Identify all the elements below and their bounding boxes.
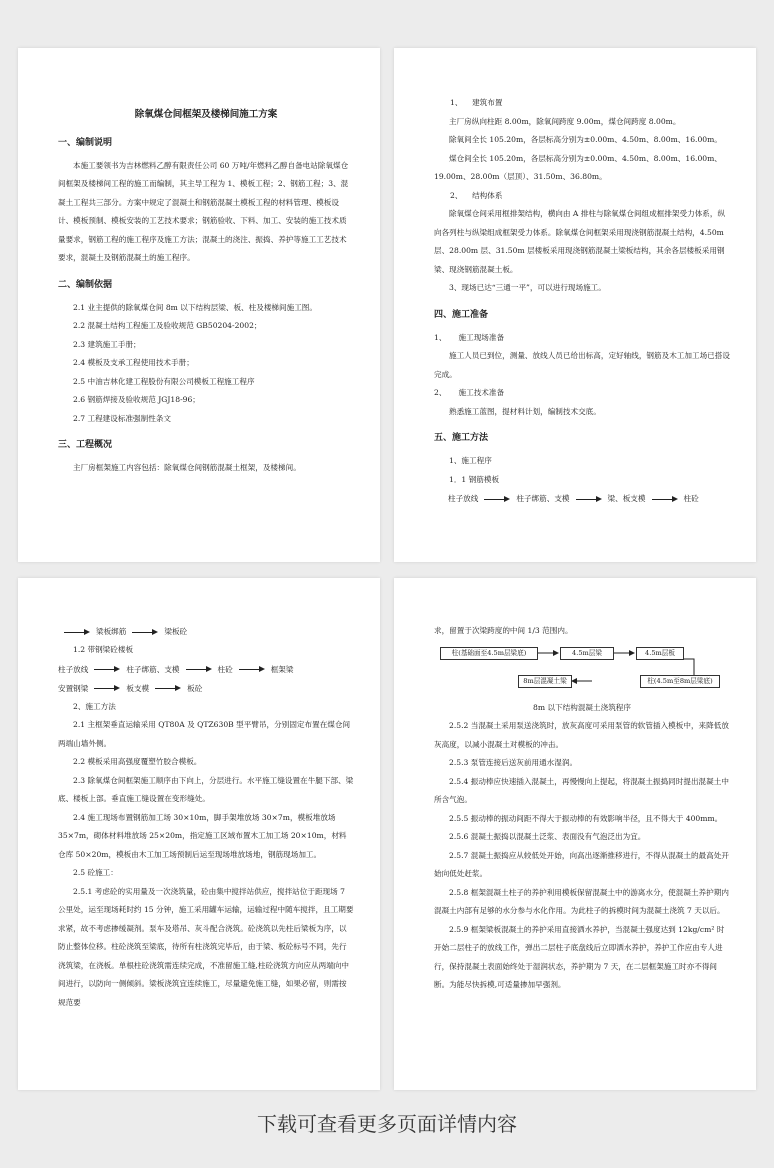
subheading-technical-preparation: 2、 施工技术准备 bbox=[434, 388, 505, 397]
subheading-procedure: 1、施工程序 bbox=[449, 456, 492, 465]
basis-item: 2.2 混凝土结构工程施工及验收规范 GB50204-2002； bbox=[73, 321, 262, 330]
technical-preparation-body: 熟悉施工蓝图，提材料计划，编制技术交底。 bbox=[449, 406, 601, 416]
flow-step: 柱砼 bbox=[683, 494, 699, 503]
method-item: 2.5.9 框架梁板混凝土的养护采用直接洒水养护，当混凝土强度达到 12kg/cm² 时开始二层柱子的放线工作，弹出二层柱子底盘线后立即洒水养护，养护工作应由专人进行，保持混凝土表面始终处于湿润状态，养护期为 7 天，在二层框架施工时亦不得间断。为能尽快拆模,可适量掺加早强剂。 bbox=[434, 924, 725, 989]
section-heading-preparation: 四、施工准备 bbox=[434, 309, 489, 320]
method-item: 2.5.6 混凝土振捣以混凝土泛浆、表面没有气泡泛出为宜。 bbox=[449, 832, 646, 841]
method-item: 2.4 施工现场布置钢筋加工场 30×10m，脚手架堆放场 30×7m，模板堆放场 35×7m，砌体材料堆放场 25×20m，指定施工区域布置木工加工场 20×10m，材料仓库 50×20m，模板由木工加工场预制后运至现场堆放场地，钢筋现场加工。 bbox=[58, 812, 347, 859]
building-layout-line: 煤仓间全长 105.20m，各层标高分别为±0.00m、4.50m、8.00m、16.00m、19.00m、28.00m（层顶）、31.50m、36.80m。 bbox=[434, 153, 722, 181]
section-heading-overview: 三、工程概况 bbox=[58, 440, 113, 450]
arrow-right-icon bbox=[239, 666, 265, 673]
process-flow-steel-beam-1 bbox=[58, 660, 354, 679]
download-more-footer[interactable]: 下载可查看更多页面详情内容 bbox=[257, 1112, 517, 1136]
document-page-2 bbox=[394, 48, 756, 562]
method-item: 2.2 模板采用高强度覆塑竹胶合模板。 bbox=[73, 757, 202, 766]
flow-step: 梁板绑筋 bbox=[96, 627, 127, 636]
building-layout-line: 主厂房纵向柱距 8.00m，除氧间跨度 9.00m，煤仓间跨度 8.00m。 bbox=[449, 116, 681, 126]
method-item: 2.1 主框架垂直运输采用 QT80A 及 QTZ630B 型平臂吊，分别固定布置在煤仓间两端山墙外侧。 bbox=[58, 720, 351, 748]
flow-step: 板支模 bbox=[126, 683, 150, 693]
document-page-1 bbox=[18, 48, 380, 562]
arrow-right-icon bbox=[64, 629, 90, 636]
section-heading-basis: 二、编制依据 bbox=[58, 279, 113, 290]
subheading-construction-methods: 2、施工方法 bbox=[73, 701, 116, 711]
arrow-right-icon bbox=[132, 629, 158, 636]
flow-box: 4.5m层板 bbox=[636, 647, 684, 660]
basis-item: 2.1 业主提供的除氧煤仓间 8m 以下结构层梁、板、柱及楼梯间施工图。 bbox=[73, 302, 317, 312]
section-body-compile-notes: 本施工要领书为吉林燃料乙醇有限责任公司 60 万吨/年燃料乙醇自备电站除氧煤仓间框架及楼梯间工程的施工而编制，其主导工程为 1、模板工程；2、钢筋工程；3、混凝土工程共三部分。方案中规定了混凝土和钢筋混凝土模板工程的材料管理、模板设计、模板预制、模板安装的工艺技术要求；钢筋验收、下料、加工、安装的施工技术质量要求，钢筋工程的施工程序及施工方法；混凝土的浇注、振捣、养护等施工工艺技术要求，混凝土及钢筋混凝土的施工程序。 bbox=[58, 160, 349, 262]
basis-item: 2.4 模板及支承工程使用技术手册； bbox=[73, 358, 194, 367]
site-preparation-body: 施工人员已到位，测量、放线人员已给出标高，定好轴线，钢筋及木工加工场已搭设完成。 bbox=[434, 351, 730, 379]
document-page-4 bbox=[394, 578, 756, 1090]
subheading-rebar-formwork: 1．1 钢筋模板 bbox=[449, 474, 500, 484]
arrow-right-icon bbox=[652, 496, 678, 503]
flow-step: 柱子绑筋、支模 bbox=[126, 664, 180, 674]
flow-step: 安置钢梁 bbox=[58, 683, 89, 693]
method-item: 2.5.3 泵管连接后送灰前用通水湿润。 bbox=[449, 758, 578, 767]
flow-step: 柱子绑筋、支模 bbox=[516, 494, 570, 503]
process-flow-steel-beam-2 bbox=[58, 679, 354, 698]
structure-system-body: 除氧煤仓间采用框排架结构，横向由 A 排柱与除氧煤仓间组成框排架受力体系，纵向各列柱与纵梁组成框架受力体系。除氧煤仓间框架采用现浇钢筋混凝土结构，4.50m 层、28.00m 层、31.50m 层楼板采用现浇钢筋混凝土梁板结构，其余各层楼板采用钢梁、现浇钢筋混凝土板。 bbox=[434, 209, 726, 274]
method-item: 2.5.8 框架混凝土柱子的养护利用模板保留混凝土中的游离水分，使混凝土养护期内混凝土内部有足够的水分参与水化作用。为此柱子的拆模时间为混凝土浇筑 7 天以后。 bbox=[434, 887, 729, 915]
arrow-right-icon bbox=[484, 496, 510, 503]
arrow-right-icon bbox=[94, 685, 120, 692]
subheading-site-preparation: 1、 施工现场准备 bbox=[434, 332, 505, 342]
pour-sequence-diagram bbox=[434, 645, 730, 699]
basis-item: 2.5 中油吉林化建工程股份有限公司模板工程施工程序 bbox=[73, 376, 255, 386]
continued-text: 求，留置于次梁跨度的中间 1/3 范围内。 bbox=[434, 626, 573, 635]
flow-box: 8m层混凝土梁 bbox=[518, 675, 572, 688]
method-item: 2.3 除氧煤仓间框架施工顺序由下向上，分层进行。水平施工缝设置在牛腿下部、梁底、楼板上部。垂直施工缝设置在变形缝处。 bbox=[58, 775, 354, 803]
arrow-right-icon bbox=[576, 496, 602, 503]
arrow-right-icon bbox=[94, 666, 120, 673]
method-item: 2.5 砼施工： bbox=[73, 868, 118, 877]
flow-step: 框架梁 bbox=[270, 664, 294, 674]
subheading-structure-system: 2、 结构体系 bbox=[450, 190, 503, 200]
basis-item: 2.6 钢筋焊接及验收规范 JGJ18-96； bbox=[73, 395, 200, 404]
method-item: 2.5.1 考虑砼的实用量及一次浇筑量，砼由集中搅拌站供应，搅拌站位于距现场 7 公里处，运至现场耗时约 15 分钟，施工采用罐车运输，运输过程中随车搅拌，且工期要求紧，故不考虑掺缓凝剂。泵车及塔吊、灰斗配合浇筑。砼浇筑以先柱后梁板为序，以防止整体位移。柱砼浇筑至梁底，待所有柱浇筑完毕后，由于梁、板砼标号不同，先行浇筑梁，在浇板。单根柱砼浇筑需连续完成，不准留施工缝,柱砼浇筑方向应从两端向中间进行，以防向一侧倾斜。梁板浇筑宜连续施工，尽量避免施工缝，如果必留，则需按规范要 bbox=[58, 886, 354, 1007]
method-item: 2.5.5 振动棒的振动间距不得大于振动棒的有效影响半径，且不得大于 400mm。 bbox=[449, 813, 723, 823]
flow-box: 柱(基础面至4.5m层梁底) bbox=[440, 647, 538, 660]
flow-box: 柱(4.5m至8m层梁底) bbox=[640, 675, 720, 688]
document-title: 除氧煤仓间框架及楼梯间施工方案 bbox=[134, 109, 278, 120]
diagram-caption: 8m 以下结构混凝土浇筑程序 bbox=[533, 702, 631, 712]
method-item: 2.5.7 混凝土振捣应从较低处开始，向高出逐渐推移进行，不得从混凝土的最高处开始向低处赶浆。 bbox=[434, 850, 729, 878]
flow-step: 柱砼 bbox=[217, 664, 233, 674]
subheading-steel-beam-slab: 1.2 带钢梁砼楼板 bbox=[73, 645, 134, 654]
building-layout-line: 除氧间全长 105.20m，各层标高分别为±0.00m、4.50m、8.00m、16.00m。 bbox=[449, 135, 722, 144]
flow-step: 柱子放线 bbox=[58, 664, 89, 674]
process-flow-rebar-formwork bbox=[434, 489, 730, 508]
flow-step: 梁板砼 bbox=[164, 627, 188, 636]
section-body-overview: 主厂房框架施工内容包括：除氧煤仓间钢筋混凝土框架，及楼梯间。 bbox=[73, 463, 301, 472]
document-page-3 bbox=[18, 578, 380, 1090]
arrow-right-icon bbox=[155, 685, 181, 692]
site-ready-note: 3、现场已达“三通一平”，可以进行现场施工。 bbox=[449, 283, 606, 292]
arrow-right-icon bbox=[186, 666, 212, 673]
section-heading-methods: 五、施工方法 bbox=[434, 433, 489, 443]
flow-step: 柱子放线 bbox=[448, 494, 479, 503]
flow-step: 板砼 bbox=[187, 683, 203, 693]
subheading-building-layout: 1、 建筑布置 bbox=[450, 98, 503, 107]
basis-item: 2.7 工程建设标准强制性条文 bbox=[73, 413, 172, 423]
flow-step: 梁、板支模 bbox=[607, 494, 646, 503]
method-item: 2.5.4 振动棒应快速插入混凝土，再慢慢向上提起，将混凝土振捣同时提出混凝土中所含气泡。 bbox=[434, 776, 729, 804]
process-flow-beam-slab bbox=[58, 622, 354, 641]
method-item: 2.5.2 当混凝土采用泵送浇筑时，放灰高度可采用泵管的软管插入模板中，来降低放灰高度，以减小混凝土对模板的冲击。 bbox=[434, 721, 729, 749]
flow-box: 4.5m层梁 bbox=[560, 647, 614, 660]
basis-item: 2.3 建筑施工手册； bbox=[73, 339, 141, 349]
section-heading-compile-notes: 一、编制说明 bbox=[58, 137, 113, 148]
